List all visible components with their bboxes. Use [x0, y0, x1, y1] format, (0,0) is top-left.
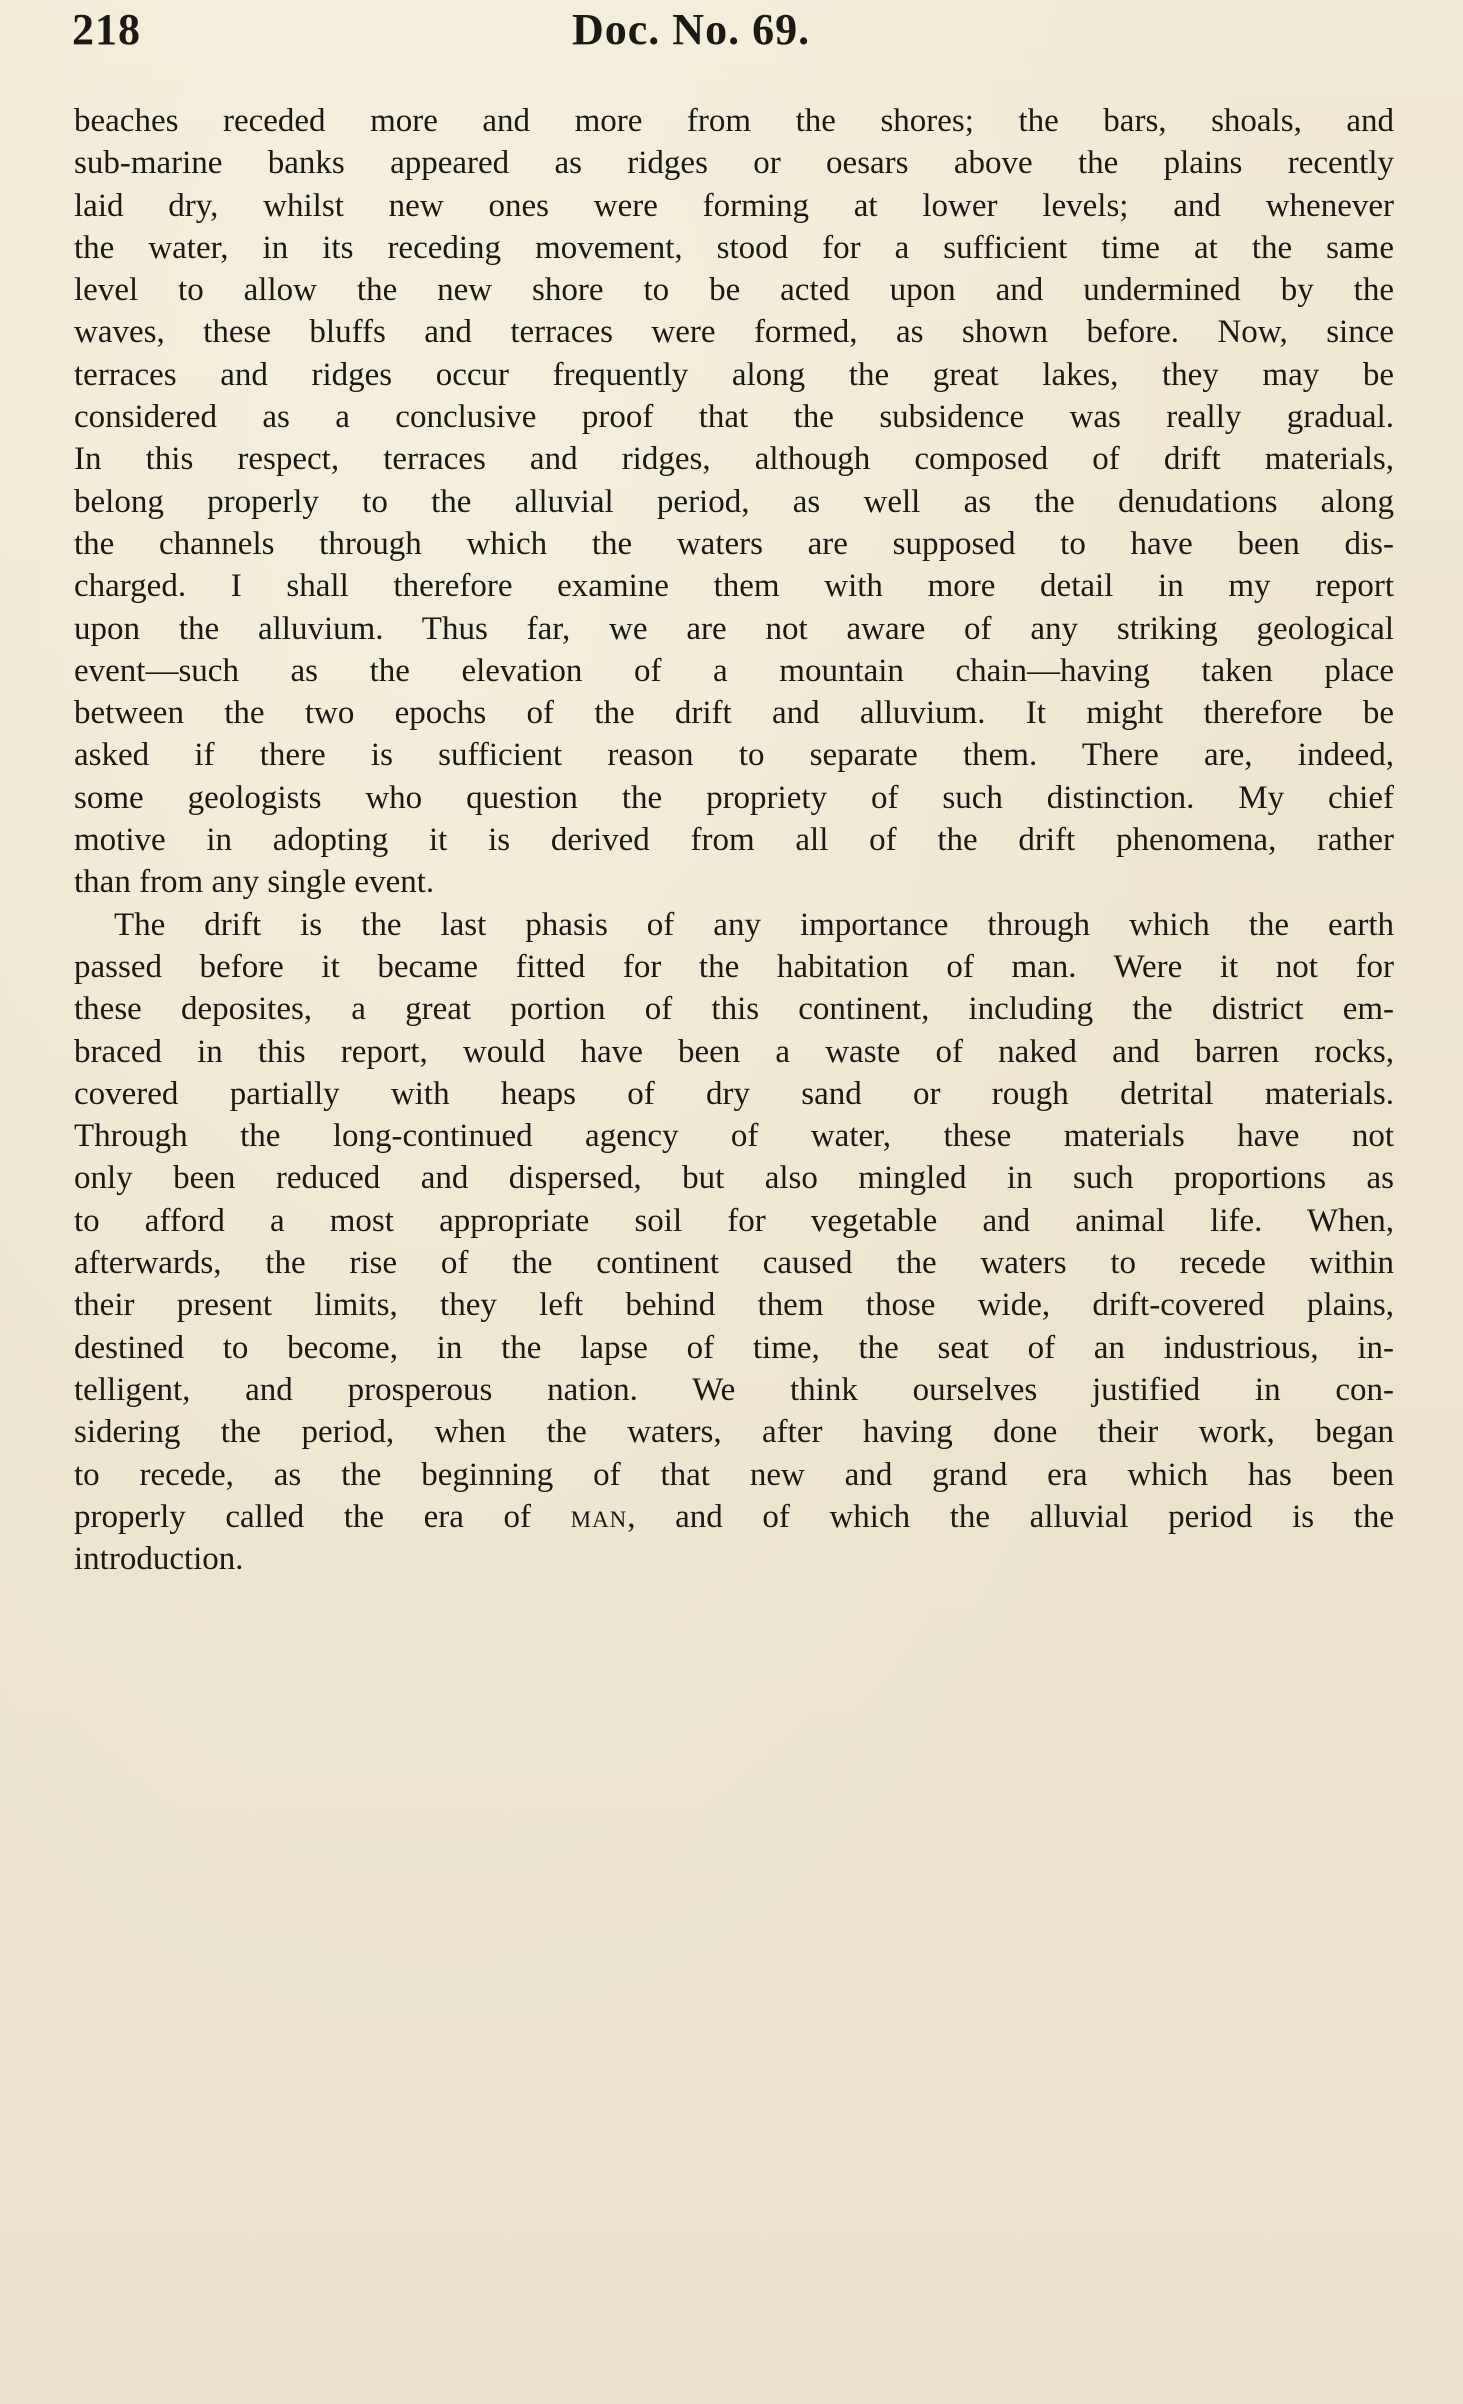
- text-line: level to allow the new shore to be acted upon and undermined by the: [74, 272, 1394, 309]
- text-line: beaches receded more and more from the shores; the bars, shoals, and: [74, 103, 1394, 139]
- text-line: to afford a most appropriate soil for vegetable and animal life. When,: [74, 1202, 1394, 1239]
- text-line: Through the long-continued agency of water, these materials have not: [74, 1118, 1394, 1155]
- text-line: the channels through which the waters are supposed to have been dis-: [74, 525, 1394, 562]
- text-line: covered partially with heaps of dry sand or rough detrital materials.: [74, 1075, 1394, 1112]
- text-line: afterwards, the rise of the continent caused the waters to recede within: [74, 1245, 1394, 1282]
- text-line: telligent, and prosperous nation. We think ourselves justified in con-: [74, 1371, 1394, 1408]
- text-line: destined to become, in the lapse of time, the seat of an industrious, in-: [74, 1329, 1394, 1366]
- text-line: passed before it became fitted for the habitation of man. Were it not for: [74, 948, 1394, 985]
- text-line: braced in this report, would have been a waste of naked and barren rocks,: [74, 1033, 1394, 1070]
- text-line: upon the alluvium. Thus far, we are not aware of any striking geological: [74, 610, 1394, 647]
- text-line: properly called the era of man, and of which the alluvial period is the: [74, 1498, 1394, 1535]
- text-line: their present limits, they left behind them those wide, drift-covered plains,: [74, 1287, 1394, 1324]
- page-number: 218: [72, 5, 141, 54]
- text-line: belong properly to the alluvial period, as well as the denudations along: [74, 483, 1394, 520]
- text-line: terraces and ridges occur frequently along the great lakes, they may be: [74, 356, 1394, 393]
- text-line: event—such as the elevation of a mountain chain—having taken place: [74, 652, 1394, 689]
- page-header: [72, 4, 1392, 64]
- text-line: these deposites, a great portion of this continent, including the district em-: [74, 991, 1394, 1028]
- text-line: the water, in its receding movement, stood for a sufficient time at the same: [74, 229, 1394, 266]
- text-line: introduction.: [74, 1541, 244, 1578]
- text-line: considered as a conclusive proof that the subsidence was really gradual.: [74, 399, 1394, 436]
- text-line: between the two epochs of the drift and alluvium. It might therefore be: [74, 695, 1394, 732]
- paragraph-2: [74, 904, 1394, 1581]
- text-line: In this respect, terraces and ridges, although composed of drift materials,: [74, 441, 1394, 478]
- running-head: Doc. No. 69.: [572, 5, 811, 54]
- text-line: sub-marine banks appeared as ridges or oesars above the plains recently: [74, 145, 1394, 182]
- text-line: asked if there is sufficient reason to separate them. There are, indeed,: [74, 737, 1394, 774]
- text-line: The drift is the last phasis of any importance through which the earth: [114, 906, 1394, 943]
- text-line: sidering the period, when the waters, after having done their work, began: [74, 1414, 1394, 1451]
- text-line: some geologists who question the propriety of such distinction. My chief: [74, 779, 1394, 816]
- text-line: laid dry, whilst new ones were forming at lower levels; and whenever: [74, 187, 1394, 224]
- text-line: than from any single event.: [74, 864, 435, 901]
- smallcaps-word: man: [570, 1498, 628, 1535]
- text-line: motive in adopting it is derived from all of the drift phenomena, rather: [74, 822, 1394, 859]
- text-line: to recede, as the beginning of that new and grand era which has been: [74, 1456, 1394, 1493]
- body-text: [74, 100, 1394, 1580]
- paragraph-1: [74, 100, 1394, 904]
- text-line: charged. I shall therefore examine them with more detail in my report: [74, 568, 1394, 605]
- text-line: waves, these bluffs and terraces were formed, as shown before. Now, since: [74, 314, 1394, 351]
- text-line: only been reduced and dispersed, but also mingled in such proportions as: [74, 1160, 1394, 1197]
